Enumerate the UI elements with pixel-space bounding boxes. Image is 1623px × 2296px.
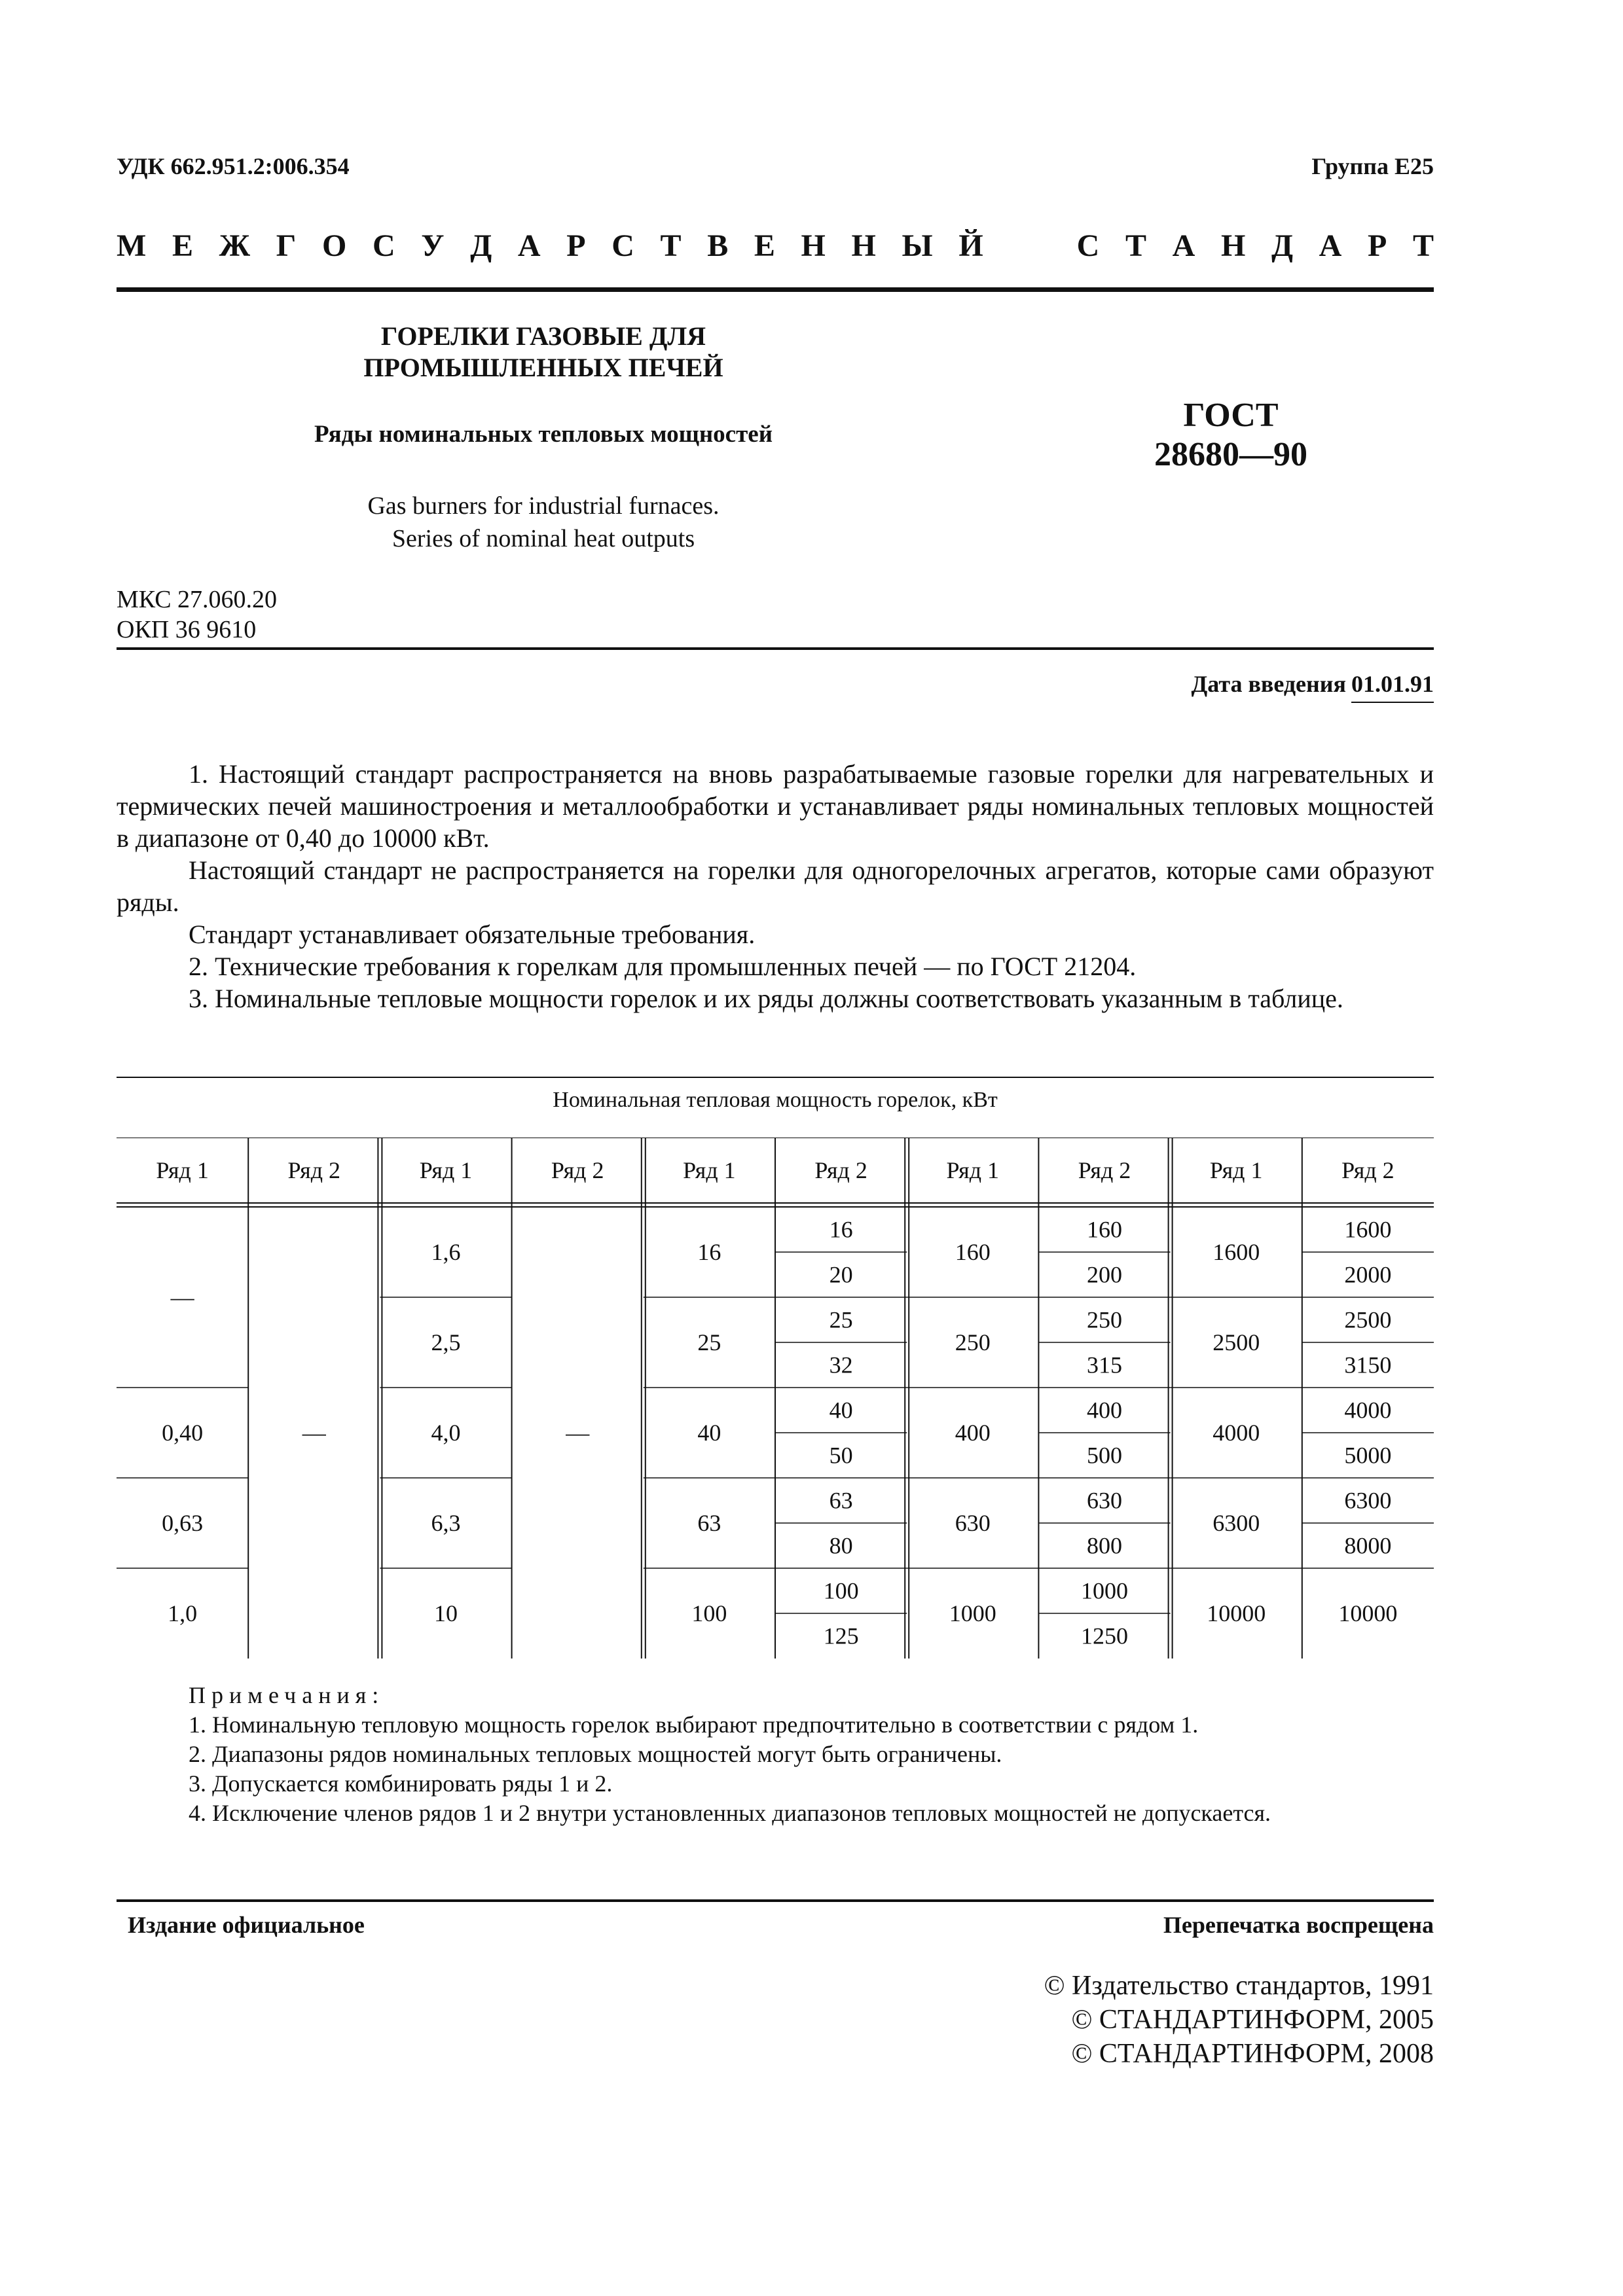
udk-code: УДК 662.951.2:006.354 <box>117 153 350 179</box>
table-cell-col1: 1,0 <box>168 1600 198 1626</box>
heading-letter: С <box>372 228 395 263</box>
copyright-block <box>1044 1969 1434 2071</box>
table-cell-col10: 3150 <box>1344 1352 1392 1378</box>
table-header-cell: Ряд 2 <box>1341 1157 1395 1183</box>
table-caption: Номинальная тепловая мощность горелок, кВт <box>553 1088 998 1112</box>
table-cell-col7: 1000 <box>949 1600 996 1626</box>
doc-title-line2: ПРОМЫШЛЕННЫХ ПЕЧЕЙ <box>363 353 723 382</box>
table-cell-col6: 16 <box>829 1216 853 1243</box>
heading-letter: Т <box>1412 228 1434 263</box>
english-title-line1: Gas burners for industrial furnaces. <box>367 492 720 520</box>
doc-title <box>249 321 838 384</box>
table-cell-col6: 80 <box>829 1532 853 1559</box>
table-cell-col7: 630 <box>955 1510 991 1536</box>
okp-code: ОКП 36 9610 <box>117 616 257 643</box>
table-cell-col8: 1250 <box>1081 1623 1128 1649</box>
heading-letter <box>1009 228 1017 264</box>
body-text <box>117 758 1434 1014</box>
gost-designation <box>1074 396 1388 475</box>
heading-letter <box>1043 228 1051 264</box>
heading-letter: О <box>321 228 347 263</box>
gost-label: ГОСТ <box>1183 397 1279 434</box>
note-4: 4. Исключение членов рядов 1 и 2 внутри установленных диапазонов тепловых мощностей не допускается. <box>189 1800 1271 1826</box>
paragraph-3: Стандарт устанавливает обязательные требования. <box>189 920 756 949</box>
table-cell-col10: 1600 <box>1344 1216 1392 1243</box>
effective-date-value: 01.01.91 <box>1351 670 1434 703</box>
classification-codes <box>117 584 277 645</box>
english-title-line2: Series of nominal heat outputs <box>392 525 695 552</box>
heading-letter: Й <box>958 228 983 263</box>
table-cell-col8: 400 <box>1087 1397 1122 1424</box>
heading-letter: Р <box>566 228 586 263</box>
table-cell-col3: 1,6 <box>431 1239 461 1265</box>
heading-letter: Т <box>1125 228 1146 263</box>
heading-letter: А <box>1319 228 1342 263</box>
mks-code: МКС 27.060.20 <box>117 586 278 613</box>
table-cell-col10: 6300 <box>1344 1487 1392 1514</box>
table-cell-col7: 250 <box>955 1329 991 1355</box>
header-rule <box>117 647 1434 650</box>
table-header-cell: Ряд 1 <box>683 1157 736 1183</box>
table-cell-col4: — <box>566 1420 590 1446</box>
heading-letter: М <box>117 228 147 263</box>
official-edition-label: Издание официальное <box>128 1912 365 1938</box>
table-cell-col1: — <box>170 1284 194 1310</box>
notes-heading: Примечания: <box>189 1682 385 1708</box>
heading-letter: У <box>421 228 445 263</box>
gost-number: 28680—90 <box>1154 436 1307 473</box>
table-cell-col8: 160 <box>1087 1216 1122 1243</box>
paragraph-5: 3. Номинальные тепловые мощности горелок и их ряды должны соответствовать указанным в таблице. <box>189 984 1343 1013</box>
table-cell-col5: 16 <box>697 1239 721 1265</box>
power-series-table <box>117 1138 1434 1664</box>
table-cell-col6: 63 <box>829 1487 853 1514</box>
heading-letter: Д <box>1271 228 1293 263</box>
table-cell-col9: 2500 <box>1213 1329 1260 1355</box>
paragraph-4: 2. Технические требования к горелкам для промышленных печей — по ГОСТ 21204. <box>189 952 1137 981</box>
heading-letter: Н <box>851 228 876 263</box>
table-cell-col7: 400 <box>955 1420 991 1446</box>
table-header-cell: Ряд 2 <box>287 1157 341 1183</box>
heading-letter: С <box>611 228 634 263</box>
table-cell-col6: 32 <box>829 1352 853 1378</box>
note-3: 3. Допускается комбинировать ряды 1 и 2. <box>189 1770 613 1797</box>
table-cell-col6: 25 <box>829 1306 853 1333</box>
table-cell-col10: 2500 <box>1344 1306 1392 1333</box>
table-cell-col6: 20 <box>829 1261 853 1288</box>
table-cell-col10: 5000 <box>1344 1442 1392 1469</box>
heading-letter: Н <box>1220 228 1246 263</box>
table-cell-col8: 250 <box>1087 1306 1122 1333</box>
table-header-cell: Ряд 2 <box>1078 1157 1131 1183</box>
table-cell-col10: 2000 <box>1344 1261 1392 1288</box>
table-cell-col9: 1600 <box>1213 1239 1260 1265</box>
table-cell-col8: 200 <box>1087 1261 1122 1288</box>
note-1: 1. Номинальную тепловую мощность горелок выбирают предпочтительно в соответствии с рядом 1. <box>189 1712 1199 1738</box>
note-2: 2. Диапазоны рядов номинальных тепловых мощностей могут быть ограничены. <box>189 1741 1002 1767</box>
table-cell-col10: 4000 <box>1344 1397 1392 1424</box>
table-cell-col9: 10000 <box>1207 1600 1266 1626</box>
table-cell-col5: 25 <box>697 1329 721 1355</box>
table-cell-col2: — <box>302 1420 326 1446</box>
table-cell-col8: 315 <box>1087 1352 1122 1378</box>
table-cell-col10: 10000 <box>1338 1600 1398 1626</box>
table-header-cell: Ряд 2 <box>814 1157 867 1183</box>
table-cell-col9: 6300 <box>1213 1510 1260 1536</box>
table-cell-col3: 2,5 <box>431 1329 461 1355</box>
table-header-cell: Ряд 1 <box>156 1157 209 1183</box>
reprint-prohibited-label: Перепечатка воспрещена <box>1163 1912 1434 1938</box>
paragraph-2: Настоящий стандарт не распространяется на горелки для одногорелочных агрегатов, которые сами образуют ряды. <box>117 855 1434 917</box>
heading-letter: С <box>1076 228 1100 263</box>
heading-letter: Ы <box>902 228 933 263</box>
table-cell-col8: 800 <box>1087 1532 1122 1559</box>
effective-date <box>1192 670 1434 703</box>
copyright-3: © СТАНДАРТИНФОРМ, 2008 <box>1071 2039 1434 2069</box>
table-top-rule <box>117 1077 1434 1078</box>
table-cell-col8: 630 <box>1087 1487 1122 1514</box>
paragraph-1: 1. Настоящий стандарт распространяется на вновь разрабатываемые газовые горелки для нагревательных и термических печей машиностроения и металлообработки и устанавливает ряды номинальных тепловых мощностей в диапазоне от 0,40 до 10000 кВт. <box>117 759 1434 853</box>
table-cell-col6: 100 <box>823 1577 859 1604</box>
table-cell-col3: 6,3 <box>431 1510 461 1536</box>
table-cell-col8: 500 <box>1087 1442 1122 1469</box>
table-cell-col1: 0,63 <box>162 1510 204 1536</box>
table-cell-col6: 50 <box>829 1442 853 1469</box>
table-cell-col6: 125 <box>823 1623 859 1649</box>
heading-letter: Р <box>1367 228 1387 263</box>
table-header-cell: Ряд 1 <box>419 1157 473 1183</box>
table-cell-col3: 4,0 <box>431 1420 461 1446</box>
standard-type-heading <box>117 228 1434 264</box>
effective-date-label: Дата введения <box>1191 671 1346 697</box>
table-header-cell: Ряд 1 <box>946 1157 1000 1183</box>
heading-letter: А <box>1172 228 1195 263</box>
heading-letter: Д <box>470 228 492 263</box>
top-thick-rule <box>117 287 1434 292</box>
english-title <box>216 490 871 555</box>
table-cell-col7: 160 <box>955 1239 991 1265</box>
group-code: Группа Е25 <box>1311 153 1434 179</box>
heading-letter: Н <box>801 228 826 263</box>
copyright-1: © Издательство стандартов, 1991 <box>1044 1971 1434 2001</box>
copyright-2: © СТАНДАРТИНФОРМ, 2005 <box>1071 2005 1434 2035</box>
power-series-table-grid <box>117 1138 1434 1661</box>
heading-letter: Г <box>276 228 297 263</box>
footer-rule <box>117 1899 1434 1902</box>
heading-letter: Ж <box>219 228 251 263</box>
heading-letter: Е <box>754 228 775 263</box>
table-cell-col10: 8000 <box>1344 1532 1392 1559</box>
doc-subtitle: Ряды номинальных тепловых мощностей <box>314 421 773 448</box>
table-cell-col1: 0,40 <box>162 1420 204 1446</box>
heading-letter: А <box>517 228 541 263</box>
table-header-cell: Ряд 2 <box>551 1157 604 1183</box>
heading-letter: Т <box>660 228 682 263</box>
table-header-cell: Ряд 1 <box>1209 1157 1263 1183</box>
doc-title-line1: ГОРЕЛКИ ГАЗОВЫЕ ДЛЯ <box>380 321 706 351</box>
table-cell-col5: 100 <box>691 1600 727 1626</box>
table-cell-col6: 40 <box>829 1397 853 1424</box>
table-cell-col8: 1000 <box>1081 1577 1128 1604</box>
heading-letter: Е <box>172 228 193 263</box>
table-cell-col9: 4000 <box>1213 1420 1260 1446</box>
table-cell-col5: 63 <box>697 1510 721 1536</box>
table-notes <box>117 1681 1434 1828</box>
heading-letter: В <box>707 228 729 263</box>
table-cell-col3: 10 <box>434 1600 458 1626</box>
table-cell-col5: 40 <box>697 1420 721 1446</box>
